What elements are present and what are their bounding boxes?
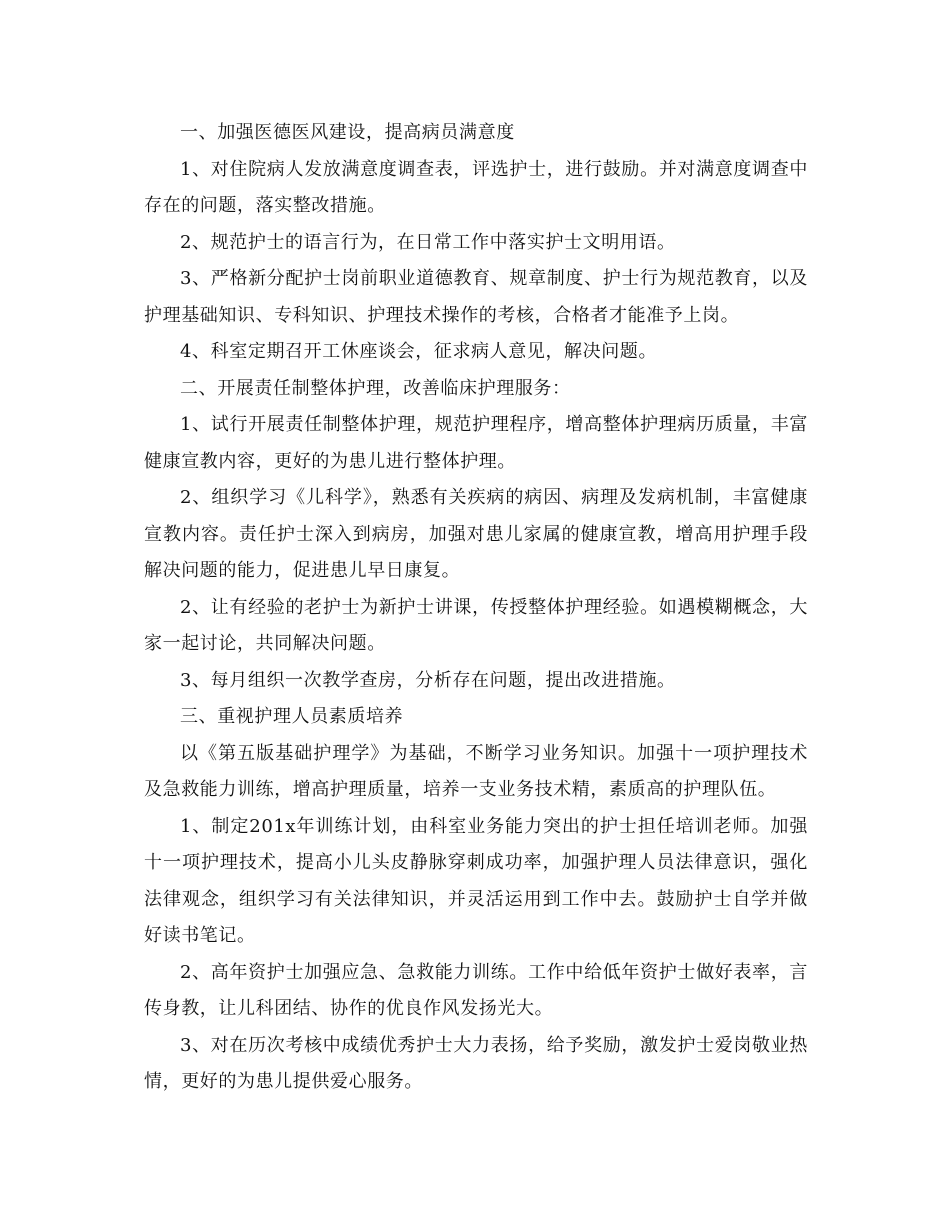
document-body — [144, 115, 808, 1101]
paragraph: 1、试行开展责任制整体护理，规范护理程序，增高整体护理病历质量，丰富健康宣教内容，更好的为患儿进行整体护理。 — [144, 414, 808, 472]
paragraph: 3、严格新分配护士岗前职业道德教育、规章制度、护士行为规范教育，以及护理基础知识、专科知识、护理技术操作的考核，合格者才能准予上岗。 — [144, 268, 808, 326]
paragraph: 4、科室定期召开工休座谈会，征求病人意见，解决问题。 — [180, 341, 658, 362]
paragraph: 2、规范护士的语言行为，在日常工作中落实护士文明用语。 — [180, 231, 676, 253]
paragraph: 3、对在历次考核中成绩优秀护士大力表扬，给予奖励，激发护士爱岗敬业热情，更好的为患儿提供爱心服务。 — [144, 1034, 808, 1092]
paragraph: 2、组织学习《儿科学》，熟悉有关疾病的病因、病理及发病机制，丰富健康宣教内容。责任护士深入到病房，加强对患儿家属的健康宣教，增高用护理手段解决问题的能力，促进患儿早日康复。 — [144, 487, 808, 581]
heading-section-1: 一、加强医德医风建设，提高病员满意度 — [180, 122, 515, 143]
paragraph: 2、让有经验的老护士为新护士讲课，传授整体护理经验。如遇模糊概念，大家一起讨论，共同解决问题。 — [144, 596, 808, 654]
heading-section-2: 二、开展责任制整体护理，改善临床护理服务： — [180, 377, 571, 399]
heading-section-3: 三、重视护理人员素质培养 — [180, 706, 404, 727]
paragraph: 2、高年资护士加强应急、急救能力训练。工作中给低年资护士做好表率，言传身教，让儿科团结、协作的优良作风发扬光大。 — [144, 961, 808, 1019]
paragraph: 3、每月组织一次教学查房，分析存在问题，提出改进措施。 — [180, 669, 676, 691]
paragraph: 以《第五版基础护理学》为基础，不断学习业务知识。加强十一项护理技术及急救能力训练，增高护理质量，培养一支业务技术精，素质高的护理队伍。 — [144, 742, 808, 800]
paragraph: 1、对住院病人发放满意度调查表，评选护士，进行鼓励。并对满意度调查中存在的问题，落实整改措施。 — [144, 158, 808, 216]
paragraph: 1、制定201x年训练计划，由科室业务能力突出的护士担任培训老师。加强十一项护理技术，提高小儿头皮静脉穿刺成功率，加强护理人员法律意识，强化法律观念，组织学习有关法律知识，并灵活运用到工作中去。鼓励护士自学并做好读书笔记。 — [144, 815, 808, 946]
